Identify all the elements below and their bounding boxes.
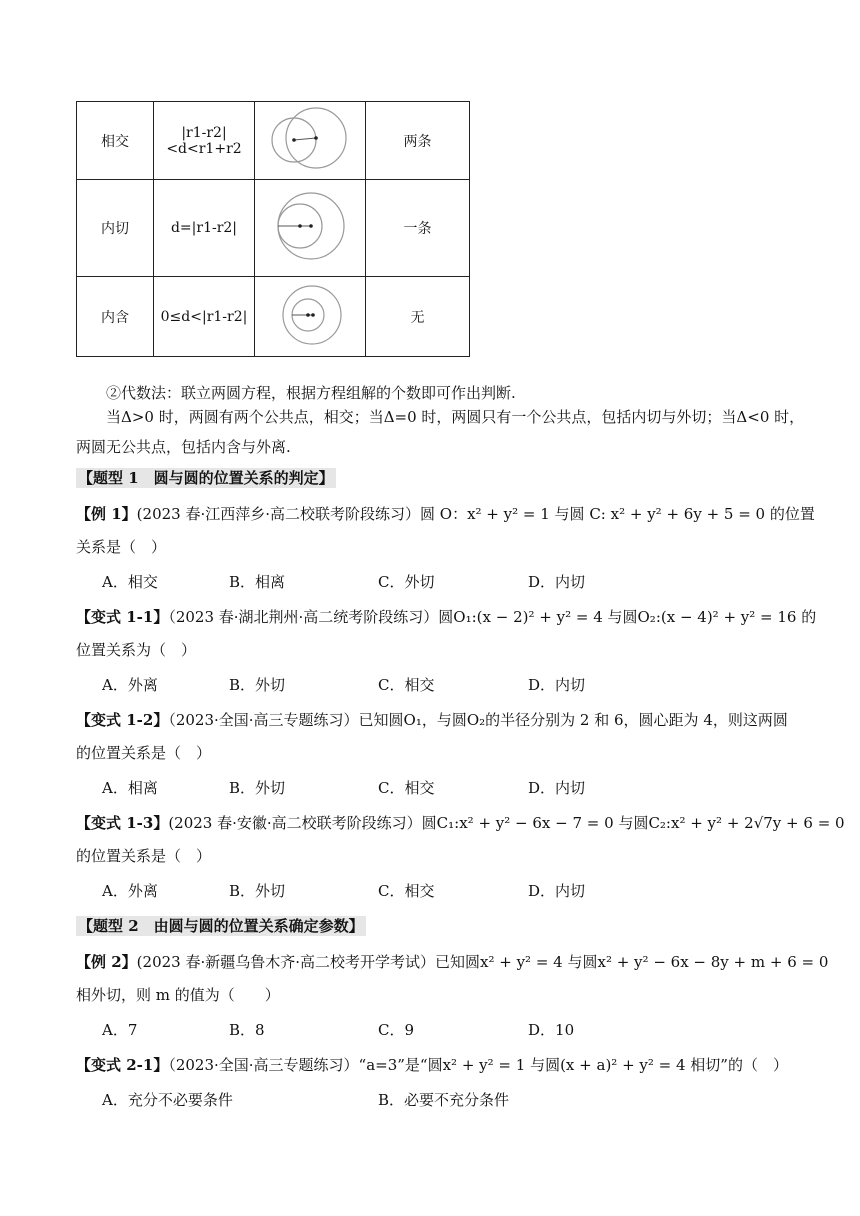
option-c: C．相交 [378, 882, 435, 900]
variant-1-3-cont: 的位置关系是（ ） [76, 847, 212, 865]
option-c: C．外切 [378, 573, 435, 591]
variant-tag: 【变式 1-1】 [76, 608, 169, 626]
variant-text: （2023·全国·高三专题练习）已知圆O₁，与圆O₂的半径分别为 2 和 6，圆心距为 4，则这两圆 [168, 711, 788, 729]
variant-tag: 【变式 1-2】 [76, 711, 169, 729]
example-tag: 【例 2】 [76, 953, 137, 971]
variant-text: (2023 春·安徽·高二校联考阶段练习）圆C₁:x² + y² − 6x − 7 = 0 与圆C₂:x² + y² + 2√7y + 6 = 0 [168, 814, 845, 832]
variant-1-1-cont: 位置关系为（ ） [76, 641, 197, 659]
table-cell-lines: 一条 [366, 180, 470, 277]
option-b: B．8 [229, 1021, 265, 1039]
example-text: (2023 春·江西萍乡·高二校联考阶段练习）圆 O：x² + y² = 1 与圆 C: x² + y² + 6y + 5 = 0 的位置 [136, 505, 815, 523]
option-b: B．相离 [229, 573, 286, 591]
table-cell-name: 相交 [77, 102, 154, 180]
example-2 [76, 952, 828, 972]
diagram-internal-tangent [255, 180, 366, 277]
position-table [76, 101, 470, 357]
variant-1-1 [76, 607, 816, 627]
variant-tag: 【变式 1-3】 [76, 814, 169, 832]
option-a: A．7 [102, 1021, 138, 1039]
variant-1-2 [76, 710, 788, 730]
option-a: A．相交 [102, 573, 158, 591]
table-cell-condition: 0≤d<|r1-r2| [154, 277, 255, 357]
section-heading-type2: 【题型 2 由圆与圆的位置关系确定参数】 [78, 917, 364, 935]
delta-explanation-text-cont: 两圆无公共点，包括内含与外离. [76, 438, 291, 456]
example-1-cont: 关系是（ ） [76, 538, 167, 556]
option-b: B．必要不充分条件 [378, 1091, 510, 1109]
diagram-intersect [255, 102, 366, 180]
delta-explanation-text: 当Δ>0 时，两圆有两个公共点，相交；当Δ=0 时，两圆只有一个公共点，包括内切与外切；当Δ<0 时， [106, 408, 805, 426]
option-d: D．内切 [528, 676, 586, 694]
variant-text: （2023·全国·高三专题练习）“a=3”是“圆x² + y² = 1 与圆(x + a)² + y² = 4 相切”的（ ） [168, 1056, 788, 1074]
example-2-cont: 相外切，则 m 的值为（ ） [76, 986, 280, 1004]
variant-1-2-cont: 的位置关系是（ ） [76, 744, 212, 762]
diagram-contain [255, 277, 366, 357]
table-row [77, 102, 470, 180]
example-text: (2023 春·新疆乌鲁木齐·高二校考开学考试）已知圆x² + y² = 4 与圆x² + y² − 6x − 8y + m + 6 = 0 [136, 953, 829, 971]
option-d: D．内切 [528, 779, 586, 797]
intersect-circles-diagram [260, 104, 360, 174]
variant-1-3 [76, 813, 845, 833]
table-row [77, 180, 470, 277]
variant-2-1 [76, 1055, 788, 1075]
option-a: A．外离 [102, 882, 158, 900]
table-cell-lines: 无 [366, 277, 470, 357]
table-cell-condition: d=|r1-r2| [154, 180, 255, 277]
option-c: C．9 [378, 1021, 415, 1039]
option-b: B．外切 [229, 676, 286, 694]
table-cell-name: 内切 [77, 180, 154, 277]
option-b: B．外切 [229, 779, 286, 797]
table-cell-lines: 两条 [366, 102, 470, 180]
example-1 [76, 504, 815, 524]
algebra-method-text: ②代数法：联立两圆方程，根据方程组解的个数即可作出判断. [106, 384, 516, 402]
variant-text: （2023 春·湖北荆州·高二统考阶段练习）圆O₁:(x − 2)² + y² = 4 与圆O₂:(x − 4)² + y² = 16 的 [168, 608, 817, 626]
contained-circles-diagram [270, 280, 350, 350]
internal-tangent-circles-diagram [265, 184, 355, 268]
option-a: A．充分不必要条件 [102, 1091, 233, 1109]
option-d: D．内切 [528, 573, 586, 591]
table-cell-condition: |r1-r2|<d<r1+r2 [154, 102, 255, 180]
option-d: D．内切 [528, 882, 586, 900]
option-c: C．相交 [378, 779, 435, 797]
section-heading-type1: 【题型 1 圆与圆的位置关系的判定】 [78, 469, 334, 487]
table-cell-name: 内含 [77, 277, 154, 357]
option-d: D．10 [528, 1021, 575, 1039]
variant-tag: 【变式 2-1】 [76, 1056, 169, 1074]
table-row [77, 277, 470, 357]
option-b: B．外切 [229, 882, 286, 900]
option-a: A．外离 [102, 676, 158, 694]
option-a: A．相离 [102, 779, 158, 797]
option-c: C．相交 [378, 676, 435, 694]
example-tag: 【例 1】 [76, 505, 137, 523]
